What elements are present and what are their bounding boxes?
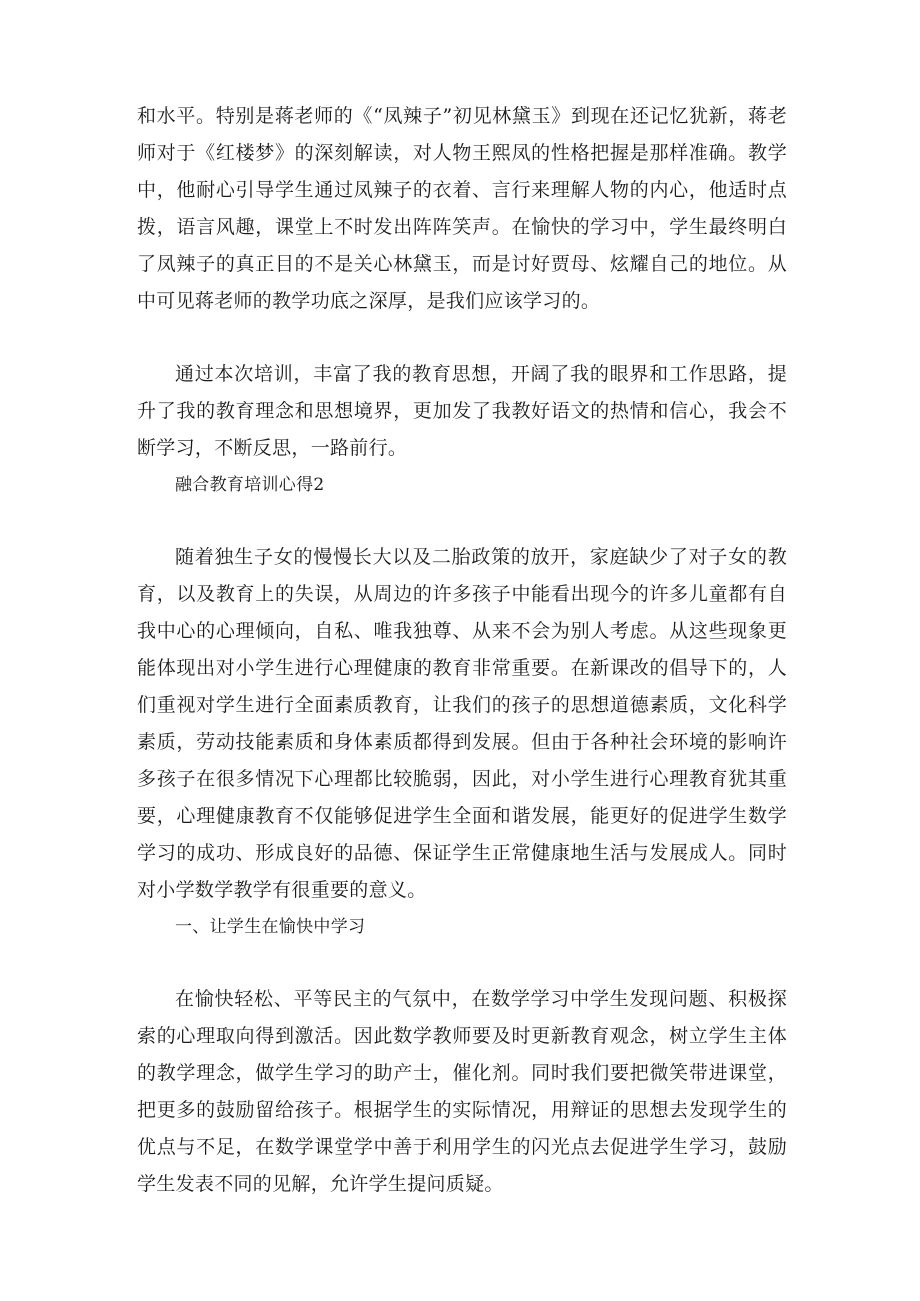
paragraph-happy-learning: 在愉快轻松、平等民主的气氛中，在数学学习中学生发现问题、积极探索的心理取向得到激活。因此数学教师要及时更新教育观念，树立学生主体的教学理念，做学生学习的助产士，催化剂。同时我们要把微笑带进课堂，把更多的鼓励留给孩子。根据学生的实际情况，用辩证的思想去发现学生的优点与不足，在数学课堂学中善于利用学生的闪光点去促进学生学习，鼓励学生发表不同的见解，允许学生提问质疑。 xyxy=(137,988,787,1195)
document-body xyxy=(137,98,787,1203)
paragraph-training-summary: 通过本次培训，丰富了我的教育思想，开阔了我的眼界和工作思路，提升了我的教育理念和思想境界，更加发了我教好语文的热情和信心，我会不断学习，不断反思，一路前行。 xyxy=(137,363,787,459)
paragraph-teaching-review: 和水平。特别是蒋老师的《“凤辣子”初见林黛玉》到现在还记忆犹新，蒋老师对于《红楼梦》的深刻解读，对人物王熙凤的性格把握是那样准确。教学中，他耐心引导学生通过凤辣子的衣着、言行来理解人物的内心，他适时点拨，语言风趣，课堂上不时发出阵阵笑声。在愉快的学习中，学生最终明白了凤辣子的真正目的不是关心林黛玉，而是讨好贾母、炫耀自己的地位。从中可见蒋老师的教学功底之深厚，是我们应该学习的。 xyxy=(137,105,787,312)
section-heading-happy-learning: 一、让学生在愉快中学习 xyxy=(175,917,366,937)
paragraph-psychology-intro: 随着独生子女的慢慢长大以及二胎政策的放开，家庭缺少了对子女的教育，以及教育上的失误，从周边的许多孩子中能看出现今的许多儿童都有自我中心的心理倾向，自私、唯我独尊、从来不会为别人考虑。从这些现象更能体现出对小学生进行心理健康的教育非常重要。在新课改的倡导下的，人们重视对学生进行全面素质教育，让我们的孩子的思想道德素质，文化科学素质，劳动技能素质和身体素质都得到发展。但由于各种社会环境的影响许多孩子在很多情况下心理都比较脆弱，因此，对小学生进行心理教育犹其重要，心理健康教育不仅能够促进学生全面和谐发展，能更好的促进学生数学学习的成功、形成良好的品德、保证学生正常健康地生活与发展成人。同时对小学数学教学有很重要的意义。 xyxy=(137,546,787,901)
section-title: 融合教育培训心得2 xyxy=(175,475,325,495)
